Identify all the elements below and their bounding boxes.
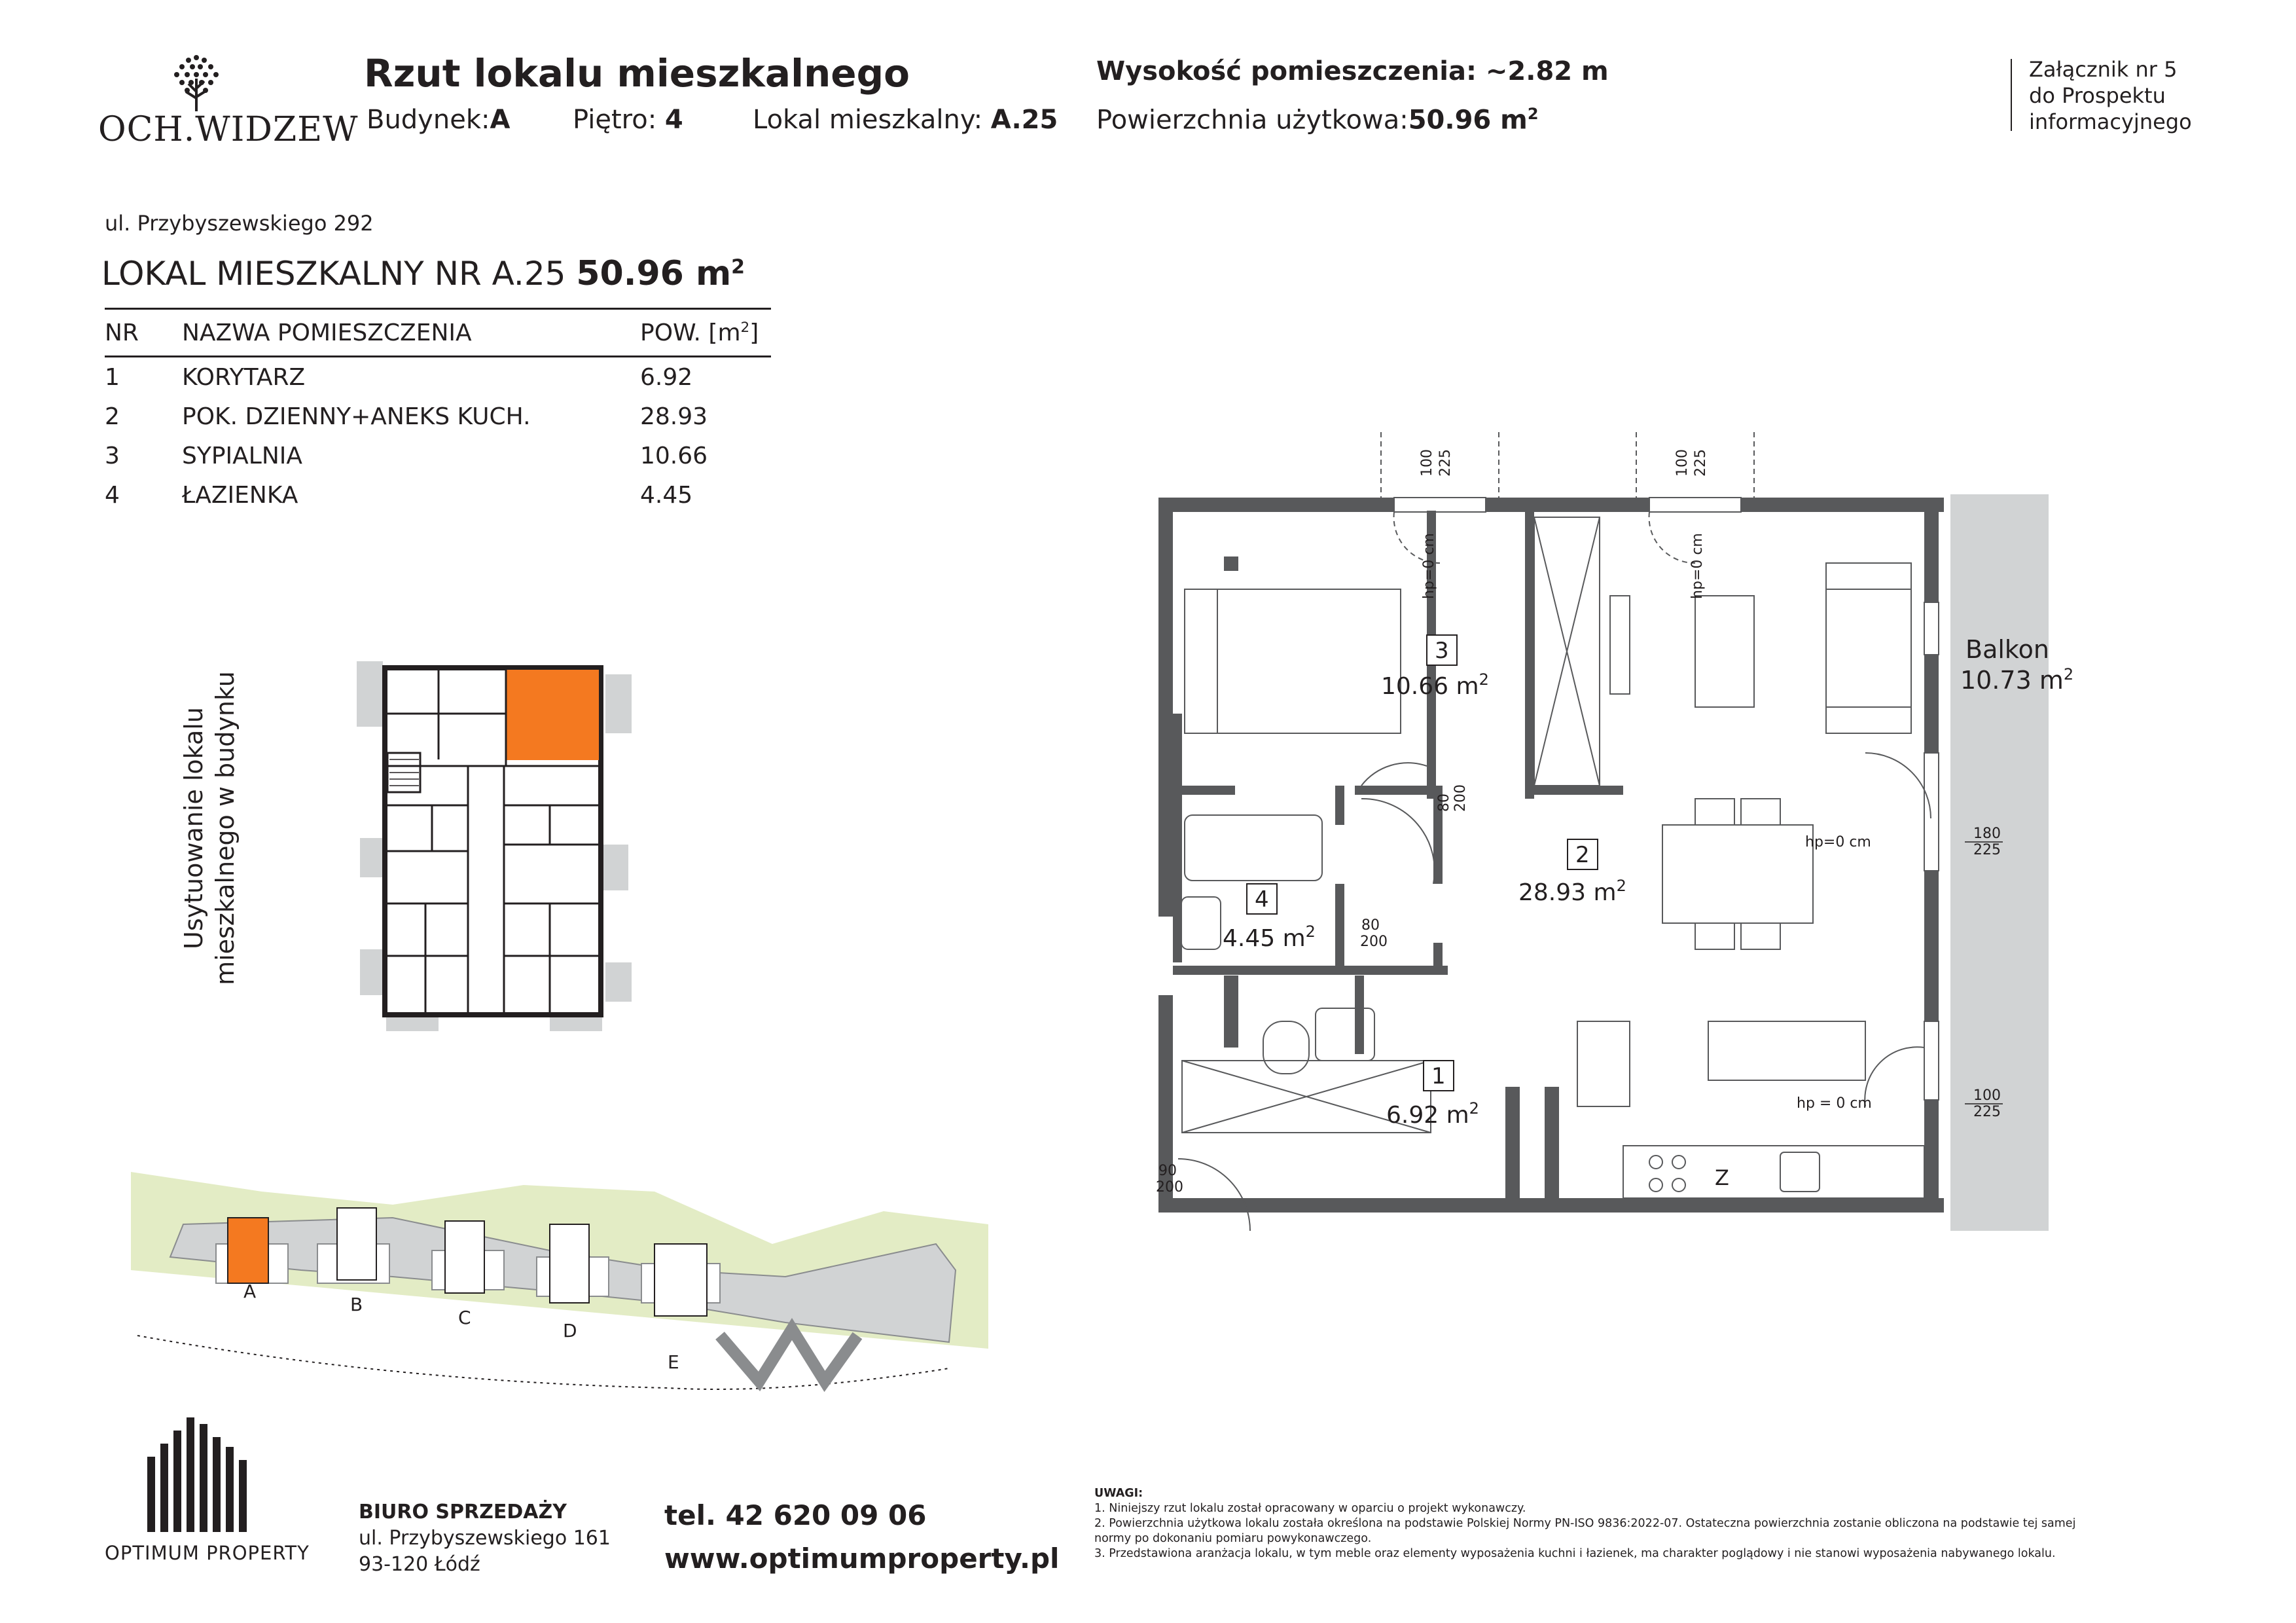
door-dim-2-top: 80 — [1361, 917, 1380, 934]
door-dim-3-bottom: 200 — [1156, 1179, 1183, 1195]
location-caption-line: Usytuowanie lokalu — [179, 707, 208, 949]
room-3-area: 10.66 $m^2$ — [1381, 670, 1489, 700]
unit-label: Lokal mieszkalny: — [753, 105, 983, 135]
location-caption — [178, 671, 241, 985]
contact — [664, 1494, 1059, 1580]
area-sup: 2 — [1527, 105, 1539, 123]
header-area-text: POW. [m — [640, 319, 741, 346]
note-line: 2. Powierzchnia użytkowa lokalu została określona na podstawie Polskiej Normy PN-ISO 9836:2022-07. Ostateczna powierzchnia zostanie obliczona na podstawie tej samej — [1094, 1517, 2076, 1530]
row-name: POK. DZIENNY+ANEKS KUCH. — [182, 403, 531, 430]
notes-title: UWAGI: — [1094, 1487, 1143, 1500]
window-dim-4-top: 100 — [1973, 1087, 2001, 1104]
height-value: ~2.82 m — [1485, 56, 1609, 86]
door-dim-1-bottom: 200 — [1452, 784, 1469, 812]
window-dim-2-bottom: 225 — [1693, 449, 1709, 477]
balcony-area: 10.73 $m^2$ — [1960, 665, 2074, 695]
address: ul. Przybyszewskiego 292 — [105, 211, 374, 236]
sales-street: ul. Przybyszewskiego 161 — [359, 1527, 611, 1550]
window-dim-1-top: 100 — [1419, 449, 1435, 477]
unit-title-area: 50.96 m — [576, 254, 732, 293]
note-line: normy po dokonaniu pomiaru powykonawczego. — [1094, 1532, 1372, 1545]
area-value: 50.96 m — [1408, 105, 1528, 136]
room-4-area: 4.45 $m^2$ — [1223, 922, 1316, 952]
room-2-number: 2 — [1575, 842, 1590, 868]
room-3-number: 3 — [1435, 638, 1449, 664]
floor-plan — [1139, 432, 2121, 1270]
company-name: OPTIMUM PROPERTY — [105, 1542, 310, 1564]
site-label-e: E — [668, 1351, 679, 1373]
table-row — [105, 436, 771, 475]
area-info — [1096, 105, 1539, 135]
balcony — [1950, 494, 2049, 1231]
note-line: 1. Niniejszy rzut lokalu został opracowany w oparciu o projekt wykonawczy. — [1094, 1502, 1526, 1515]
header-area-close: ] — [749, 319, 759, 346]
notes — [1094, 1486, 2220, 1561]
attachment-line: informacyjnego — [2029, 109, 2192, 134]
door-dim-3-top: 90 — [1158, 1163, 1177, 1179]
sales-office — [359, 1499, 611, 1578]
site-label-b: B — [350, 1294, 363, 1315]
optimum-logo-icon — [147, 1417, 259, 1532]
page-title: Rzut lokalu mieszkalnego — [364, 51, 910, 96]
note-line: 3. Przedstawiona aranżacja lokalu, w tym meble oraz elementy wyposażenia kuchni i łazienek, ma charakter poglądowy i nie stanowi wyposażenia nabywanego lokalu. — [1094, 1547, 2056, 1560]
row-nr: 2 — [105, 403, 120, 430]
logo — [98, 52, 359, 157]
building-info — [367, 105, 510, 135]
balcony-label: Balkon — [1965, 635, 2049, 664]
attachment-note — [2029, 56, 2192, 135]
door-dim-1-top: 80 — [1436, 793, 1452, 812]
row-area: 10.66 — [640, 442, 708, 469]
hp-label-3: hp=0 cm — [1805, 834, 1871, 850]
rooms-table — [105, 308, 771, 515]
header-nr: NR — [105, 309, 182, 357]
site-label-d: D — [563, 1320, 577, 1341]
phone-link[interactable]: tel. 42 620 09 06 — [664, 1499, 927, 1531]
site-label-c: C — [458, 1307, 471, 1328]
header-area-sup: 2 — [740, 319, 750, 336]
header-area — [640, 309, 771, 357]
row-nr: 1 — [105, 363, 120, 391]
table-header — [105, 309, 771, 357]
header-name: NAZWA POMIESZCZENIA — [182, 309, 640, 357]
window-dim-3-top: 180 — [1973, 826, 2001, 842]
site-label-a: A — [243, 1281, 257, 1302]
window-dim-3-bottom: 225 — [1973, 842, 2001, 858]
height-info — [1096, 56, 1609, 86]
row-nr: 4 — [105, 481, 120, 509]
building-value: A — [490, 105, 511, 135]
site-plan — [131, 1172, 988, 1453]
tree-icon — [157, 52, 236, 111]
building-label: Budynek: — [367, 105, 490, 135]
hp-label-2: hp=0 cm — [1689, 533, 1706, 599]
unit-title-prefix: LOKAL MIESZKALNY NR A.25 — [101, 255, 566, 293]
floor-value: 4 — [664, 105, 683, 135]
attachment-line: Załącznik nr 5 — [2029, 57, 2178, 82]
building-a-highlight — [228, 1218, 268, 1283]
room-1-area: 6.92 $m^2$ — [1386, 1099, 1479, 1129]
window-dim-4-bottom: 225 — [1973, 1104, 2001, 1120]
row-name: KORYTARZ — [182, 363, 306, 391]
unit-title-sup: 2 — [731, 255, 745, 279]
window-dim-2-top: 100 — [1674, 449, 1691, 477]
table-row — [105, 357, 771, 397]
sales-title: BIURO SPRZEDAŻY — [359, 1501, 567, 1523]
door-dim-2-bottom: 200 — [1360, 934, 1388, 950]
unit-value: A.25 — [990, 105, 1058, 135]
row-name: ŁAZIENKA — [182, 481, 298, 509]
unit-title — [101, 254, 745, 293]
room-2-area: 28.93 $m^2$ — [1518, 877, 1626, 906]
hp-label-4: hp = 0 cm — [1797, 1095, 1872, 1112]
divider — [2011, 59, 2012, 131]
row-nr: 3 — [105, 442, 120, 469]
unit-info — [753, 105, 1058, 135]
row-area: 6.92 — [640, 363, 693, 391]
highlighted-unit — [506, 670, 599, 760]
logo-text: OCH.WIDZEW — [98, 110, 359, 149]
row-area: 28.93 — [640, 403, 708, 430]
location-caption-line: mieszkalnego w budynku — [211, 671, 240, 985]
table-row — [105, 397, 771, 436]
attachment-line: do Prospektu — [2029, 83, 2166, 108]
kitchen-fridge-mark: Z — [1715, 1165, 1729, 1190]
area-label: Powierzchnia użytkowa: — [1096, 105, 1408, 136]
sales-city: 93-120 Łódź — [359, 1553, 480, 1576]
window-dim-1-bottom: 225 — [1437, 449, 1454, 477]
row-name: SYPIALNIA — [182, 442, 303, 469]
table-row — [105, 475, 771, 515]
website-link[interactable]: www.optimumproperty.pl — [664, 1542, 1060, 1575]
room-1-number: 1 — [1431, 1063, 1446, 1089]
height-label: Wysokość pomieszczenia: — [1096, 56, 1477, 86]
floor-label: Piętro: — [573, 105, 657, 135]
floor-info — [573, 105, 683, 135]
building-key-plan — [353, 648, 635, 1041]
room-4-number: 4 — [1255, 886, 1269, 913]
hp-label-1: hp=0 cm — [1421, 533, 1437, 599]
row-area: 4.45 — [640, 481, 693, 509]
